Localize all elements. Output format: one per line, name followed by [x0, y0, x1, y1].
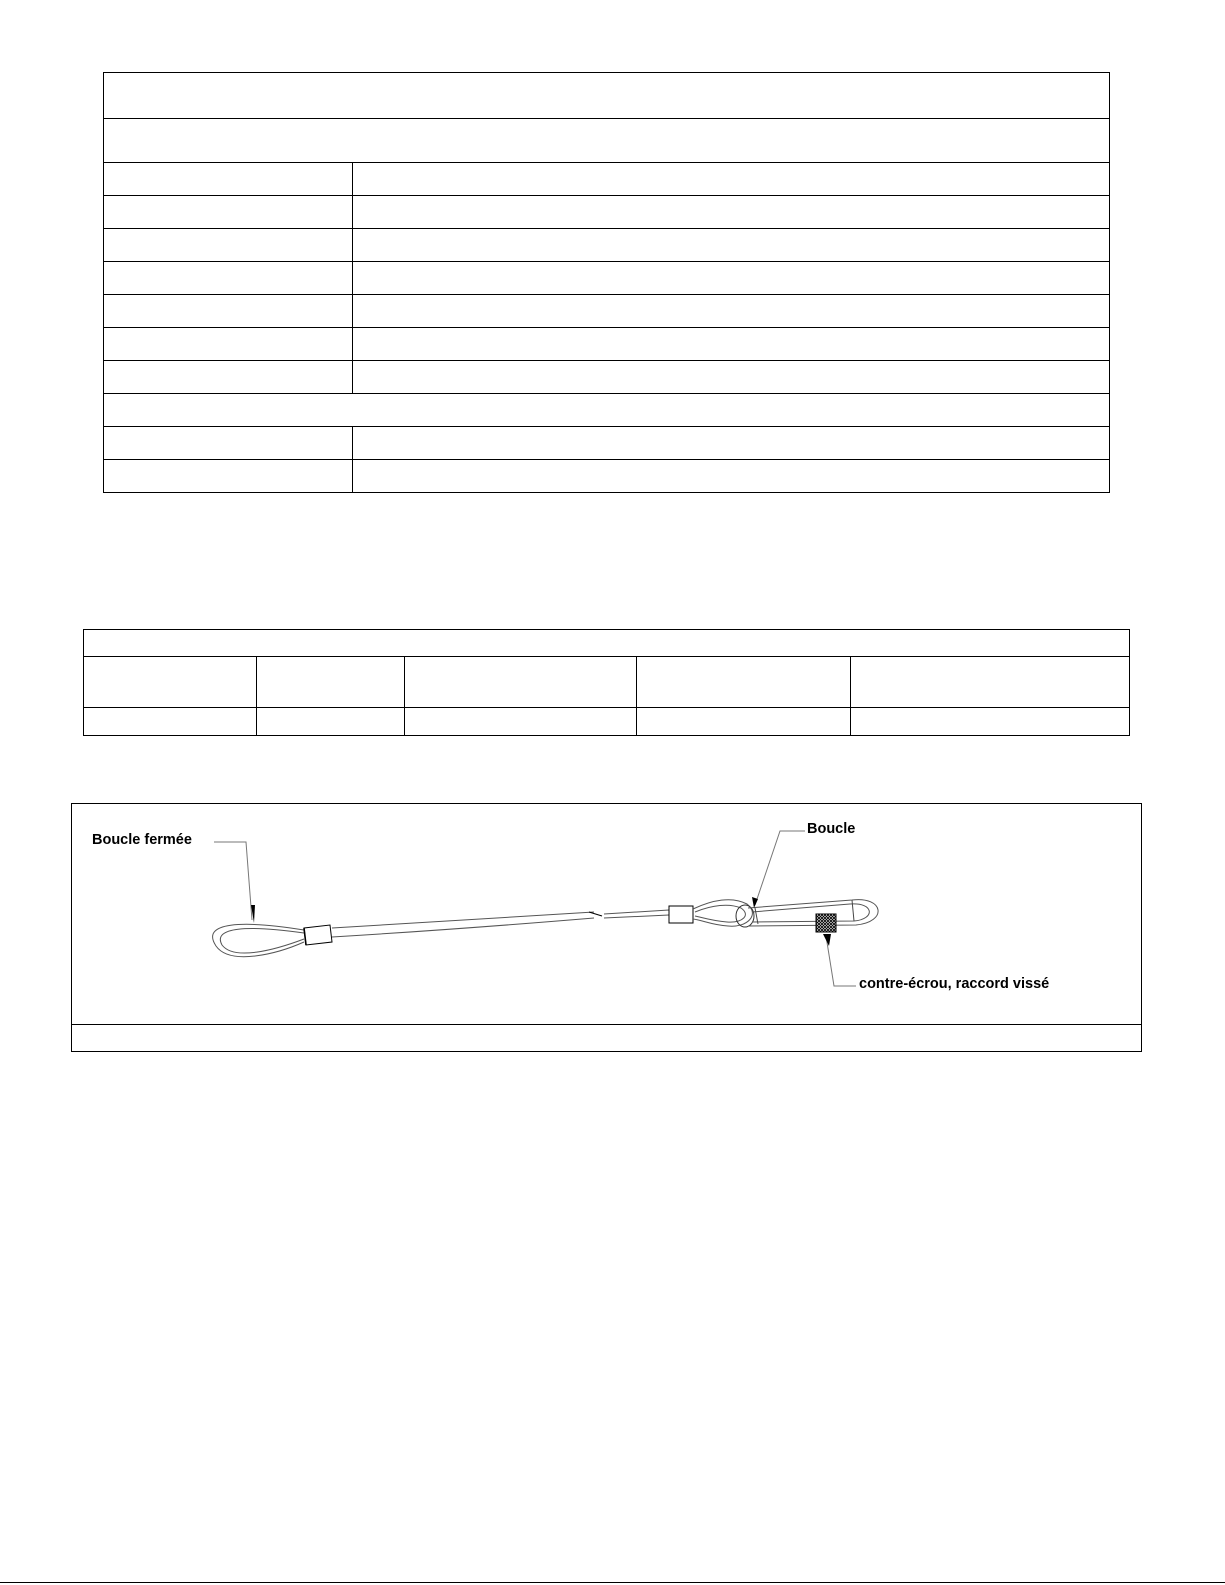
- leader-loop: [755, 831, 805, 905]
- leader-lock-nut: [826, 936, 856, 986]
- spec-value-cell: [353, 262, 1110, 295]
- dimensions-header-cell: [257, 657, 405, 708]
- dimensions-title-row: [84, 630, 1130, 657]
- leader-closed-loop: [214, 842, 252, 920]
- dimensions-title-cell: [84, 630, 1130, 657]
- spec-key-cell: [104, 361, 353, 394]
- spec-title-cell: [104, 73, 1110, 119]
- spec-row: [104, 229, 1110, 262]
- cable-segment-right: [604, 910, 669, 918]
- spec-subtitle-row: [104, 119, 1110, 163]
- spec-key-cell: [104, 262, 353, 295]
- specification-table: [103, 72, 1110, 493]
- figure-caption-bar: [71, 1024, 1142, 1052]
- dimensions-data-cell: [257, 708, 405, 736]
- spec-key-cell: [104, 295, 353, 328]
- dimensions-data-cell: [405, 708, 637, 736]
- closed-loop-shape: [213, 924, 304, 956]
- cable-figure: [71, 803, 1142, 1025]
- spec-row: [104, 427, 1110, 460]
- spec-row: [104, 196, 1110, 229]
- dimensions-data-cell: [851, 708, 1130, 736]
- spec-title-row: [104, 73, 1110, 119]
- dimensions-data-row: [84, 708, 1130, 736]
- label-closed-loop: Boucle fermée: [92, 832, 192, 848]
- spec-value-cell: [353, 328, 1110, 361]
- lock-nut: [816, 914, 836, 932]
- right-ferrule: [669, 906, 693, 923]
- spec-key-cell: [104, 460, 353, 493]
- spec-value-cell: [353, 460, 1110, 493]
- label-lock-nut: contre-écrou, raccord vissé: [859, 976, 1050, 992]
- left-ferrule: [304, 925, 332, 945]
- cable-segment-left: [332, 912, 602, 937]
- spec-row: [104, 163, 1110, 196]
- long-loop-shape: [748, 900, 878, 926]
- dimensions-header-row: [84, 657, 1130, 708]
- spec-key-cell: [104, 229, 353, 262]
- spec-row: [104, 295, 1110, 328]
- spec-value-cell: [353, 163, 1110, 196]
- dimensions-table: [83, 629, 1130, 736]
- spec-value-cell: [353, 427, 1110, 460]
- dimensions-header-cell: [851, 657, 1130, 708]
- spec-row: [104, 361, 1110, 394]
- page-bottom-rule: [0, 1582, 1225, 1583]
- spec-row: [104, 262, 1110, 295]
- spec-section-cell: [104, 394, 1110, 427]
- dimensions-data-cell: [84, 708, 257, 736]
- dimensions-header-cell: [405, 657, 637, 708]
- spec-row: [104, 328, 1110, 361]
- loop-shape: [693, 900, 754, 927]
- dimensions-data-cell: [637, 708, 851, 736]
- spec-key-cell: [104, 328, 353, 361]
- spec-subtitle-cell: [104, 119, 1110, 163]
- spec-section-row: [104, 394, 1110, 427]
- label-loop: Boucle: [807, 821, 856, 837]
- spec-key-cell: [104, 196, 353, 229]
- spec-value-cell: [353, 295, 1110, 328]
- spec-value-cell: [353, 196, 1110, 229]
- spec-row: [104, 460, 1110, 493]
- spec-key-cell: [104, 163, 353, 196]
- spec-key-cell: [104, 427, 353, 460]
- dimensions-header-cell: [637, 657, 851, 708]
- spec-value-cell: [353, 361, 1110, 394]
- spec-value-cell: [353, 229, 1110, 262]
- dimensions-header-cell: [84, 657, 257, 708]
